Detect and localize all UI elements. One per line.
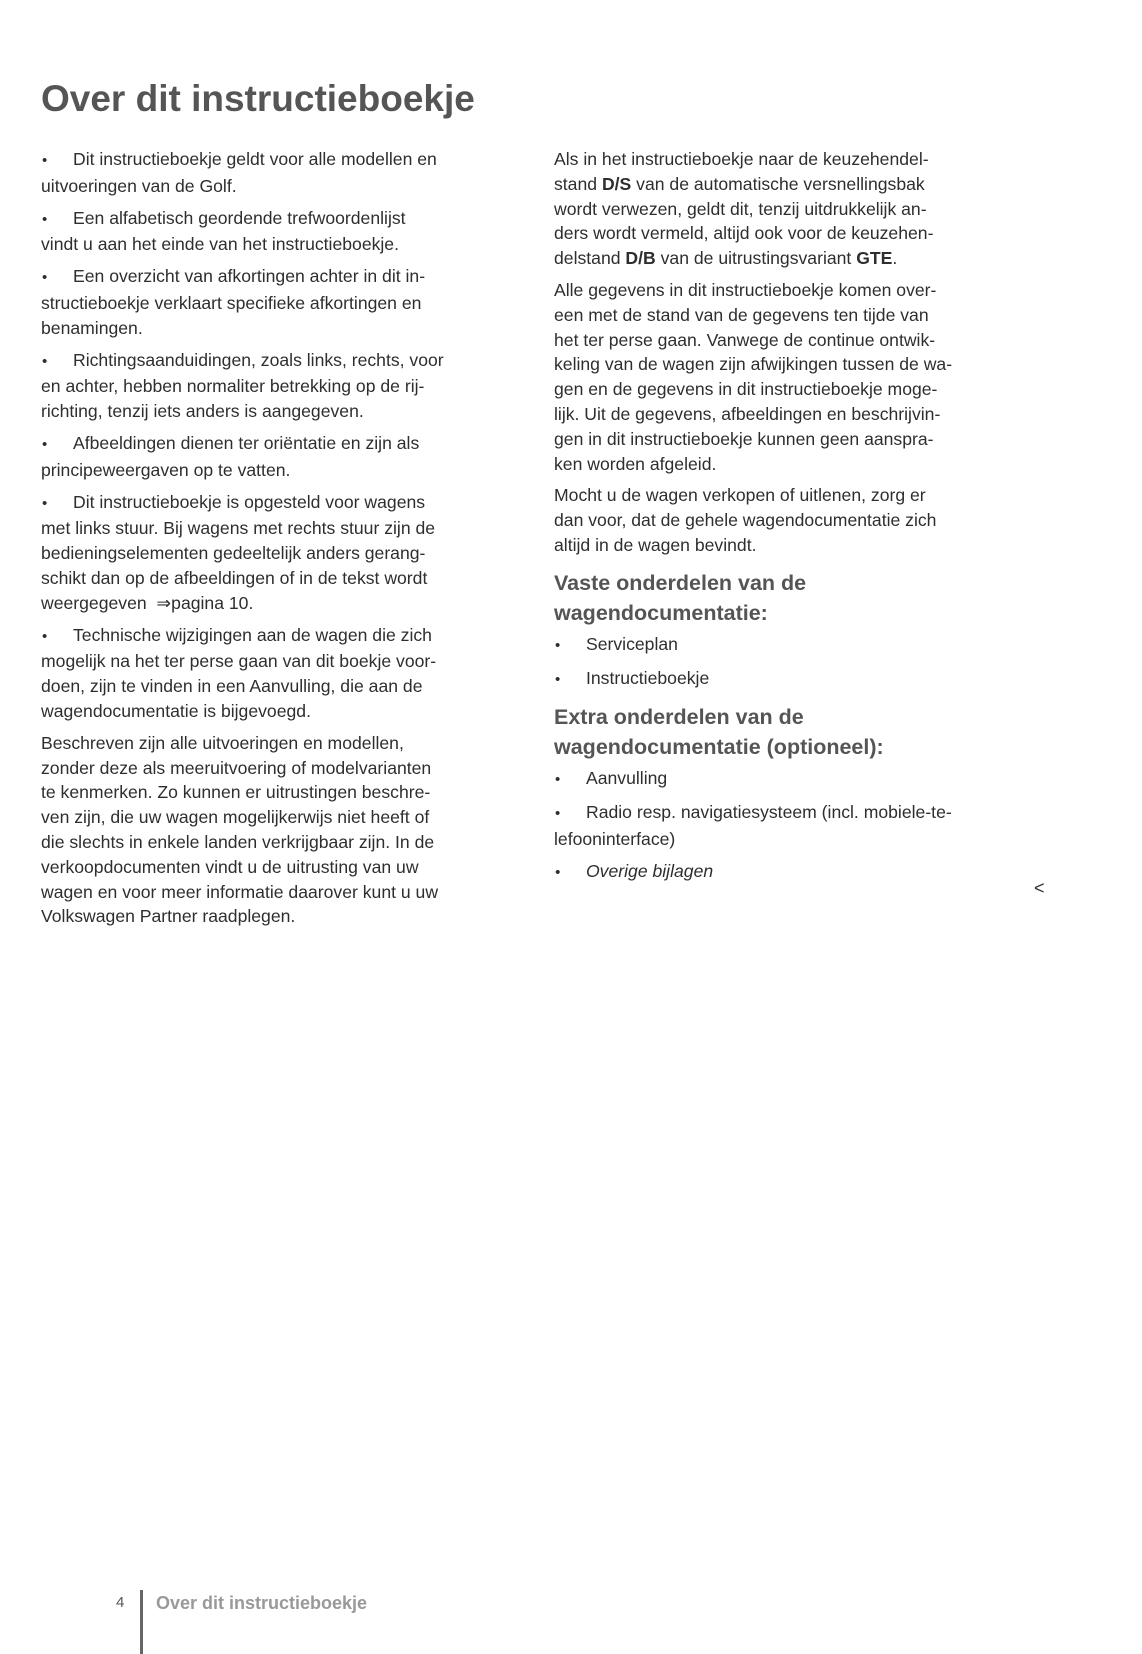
text-line <box>41 756 521 781</box>
text-segment: Richtingsaanduidingen, zoals links, rechts, voor <box>73 349 444 370</box>
text-segment: Beschreven zijn alle uitvoeringen en modellen, <box>41 732 404 753</box>
text-line <box>41 458 521 483</box>
text-line <box>41 855 521 880</box>
text-segment: uitvoeringen van de Golf. <box>41 175 237 196</box>
section-heading <box>554 702 1054 762</box>
text-segment: wagendocumentatie: <box>554 600 768 625</box>
bullet-icon: • <box>555 670 561 688</box>
bullet-icon: • <box>42 494 48 512</box>
text-segment: van de automatische versnellingsbak <box>631 173 925 194</box>
text-line <box>41 490 521 517</box>
bullet-icon: • <box>42 352 48 370</box>
bullet-item <box>41 206 521 258</box>
text-segment: Instructieboekje <box>586 667 710 688</box>
bullet-icon: • <box>42 435 48 453</box>
bullet-icon: • <box>555 636 561 654</box>
text-line <box>554 427 1054 452</box>
text-line <box>41 649 521 674</box>
bullet-item <box>554 632 1054 659</box>
paragraph <box>554 147 1054 271</box>
bold-term: GTE <box>856 248 893 269</box>
page-number: 4 <box>116 1594 125 1611</box>
text-segment: Dit instructieboekje geldt voor alle modellen en <box>73 149 437 169</box>
text-segment: Radio resp. navigatiesysteem (incl. mobiele-te- <box>586 802 952 823</box>
text-segment: Mocht u de wagen verkopen of uitlenen, zorg er <box>554 485 926 506</box>
text-line <box>554 533 1054 558</box>
text-line <box>41 904 521 929</box>
text-segment: dan voor, dat de gehele wagendocumentatie zich <box>554 510 937 531</box>
text-segment: keling van de wagen zijn afwijkingen tussen de wa- <box>554 354 953 375</box>
bullet-icon: • <box>555 863 561 881</box>
text-line <box>554 303 1054 328</box>
text-segment: ven zijn, die uw wagen mogelijkerwijs niet heeft of <box>41 807 430 828</box>
text-segment: schikt dan op de afbeeldingen of in de tekst wordt <box>41 567 428 588</box>
text-segment: Overige bijlagen <box>586 860 714 881</box>
text-segment: wagendocumentatie (optioneel): <box>554 735 884 760</box>
text-segment: van de uitrustingsvariant <box>655 248 857 269</box>
text-segment: wagendocumentatie is bijgevoegd. <box>41 700 311 721</box>
text-segment: en achter, hebben normaliter betrekking op de rij- <box>41 376 425 397</box>
bullet-item <box>41 623 521 724</box>
text-segment: verkoopdocumenten vindt u de uitrusting van uw <box>41 856 419 877</box>
text-line <box>41 206 521 233</box>
text-line <box>554 483 1054 508</box>
text-line <box>554 377 1054 402</box>
bullet-icon: • <box>42 152 48 169</box>
text-segment: bedieningselementen gedeeltelijk anders gerang- <box>41 543 426 564</box>
text-line <box>554 766 1054 793</box>
text-segment: principeweergaven op te vatten. <box>41 459 291 480</box>
text-line <box>41 316 521 341</box>
text-line <box>554 172 1054 197</box>
footer-divider <box>140 1590 143 1654</box>
text-segment: lijk. Uit de gegevens, afbeeldingen en beschrijvin- <box>554 403 941 424</box>
text-line <box>554 632 1054 659</box>
text-segment: Technische wijzigingen aan de wagen die zich <box>73 624 432 645</box>
text-line <box>554 278 1054 303</box>
text-line <box>41 591 521 616</box>
text-line <box>41 174 521 199</box>
text-line <box>554 508 1054 533</box>
bullet-item <box>554 859 1054 886</box>
text-segment: Extra onderdelen van de <box>554 705 804 730</box>
text-segment: zonder deze als meeruitvoering of modelvarianten <box>41 757 432 778</box>
text-segment: delstand <box>554 248 626 269</box>
text-segment: . <box>892 248 898 269</box>
bullet-icon: • <box>42 627 48 645</box>
text-segment: gen in dit instructieboekje kunnen geen aanspra- <box>554 428 934 449</box>
text-segment: stand <box>554 173 602 194</box>
text-line <box>554 732 1054 762</box>
text-segment: mogelijk na het ter perse gaan van dit boekje voor- <box>41 651 437 672</box>
bullet-item <box>41 431 521 483</box>
text-line <box>41 348 521 375</box>
bullet-icon: • <box>42 210 48 228</box>
bullet-icon: • <box>42 269 48 287</box>
text-line <box>41 516 521 541</box>
text-line <box>554 666 1054 693</box>
text-segment: Dit instructieboekje is opgesteld voor wagens <box>73 491 426 512</box>
bullet-item <box>41 147 521 199</box>
text-line <box>554 402 1054 427</box>
text-line <box>41 731 521 756</box>
right-column <box>554 147 1054 893</box>
bullet-icon: • <box>555 805 561 823</box>
text-line <box>41 431 521 458</box>
text-segment: vindt u aan het einde van het instructieboekje. <box>41 234 399 255</box>
text-segment: doen, zijn te vinden in een Aanvulling, die aan de <box>41 676 423 697</box>
bullet-item <box>41 490 521 616</box>
left-column <box>41 147 521 936</box>
text-segment: een met de stand van de gegevens ten tijde van <box>554 304 929 325</box>
text-segment: te kenmerken. Zo kunnen er uitrustingen beschre- <box>41 782 431 803</box>
text-segment: Alle gegevens in dit instructieboekje komen over- <box>554 279 937 300</box>
text-segment: wagen en voor meer informatie daarover kunt u uw <box>41 881 439 902</box>
text-segment: weergegeven ⇒pagina 10. <box>41 592 254 613</box>
text-segment: ders wordt vermeld, altijd ook voor de keuzehen- <box>554 223 934 244</box>
text-line <box>41 147 521 174</box>
paragraph <box>41 731 521 929</box>
text-line <box>554 800 1054 827</box>
text-segment: gen en de gegevens in dit instructieboekje moge- <box>554 379 938 400</box>
bullet-item <box>554 766 1054 793</box>
text-segment: structieboekje verklaart specifieke afkortingen en <box>41 292 422 313</box>
text-line <box>41 880 521 905</box>
section-heading <box>554 568 1054 628</box>
text-line <box>41 232 521 257</box>
footer-section-title: Over dit instructieboekje <box>156 1593 368 1613</box>
text-line <box>41 674 521 699</box>
page-title: Over dit instructieboekje <box>41 78 475 119</box>
bold-term: D/S <box>601 173 632 194</box>
text-line <box>41 780 521 805</box>
text-segment: Volkswagen Partner raadplegen. <box>41 906 296 927</box>
text-line <box>554 221 1054 246</box>
paragraph <box>554 278 1054 476</box>
text-segment: Afbeeldingen dienen ter oriëntatie en zijn als <box>73 432 420 453</box>
text-segment: lefooninterface) <box>554 828 676 849</box>
text-segment: wordt verwezen, geldt dit, tenzij uitdrukkelijk an- <box>554 198 927 219</box>
paragraph <box>554 483 1054 557</box>
text-line <box>554 702 1054 732</box>
text-line <box>554 568 1054 598</box>
text-line <box>554 147 1054 172</box>
text-segment: Een alfabetisch geordende trefwoordenlijst <box>73 207 406 228</box>
text-segment: met links stuur. Bij wagens met rechts stuur zijn de <box>41 518 436 539</box>
text-segment: Een overzicht van afkortingen achter in dit in- <box>73 266 426 287</box>
text-line <box>41 264 521 291</box>
text-segment: altijd in de wagen bevindt. <box>554 534 757 555</box>
text-line <box>554 246 1054 271</box>
text-line <box>41 830 521 855</box>
text-segment: Vaste onderdelen van de <box>554 570 807 595</box>
bullet-item <box>41 264 521 340</box>
text-line <box>554 859 1054 886</box>
section-end-mark: < <box>1034 878 1045 898</box>
text-line <box>41 805 521 830</box>
text-line <box>41 699 521 724</box>
text-line <box>554 352 1054 377</box>
text-line <box>554 452 1054 477</box>
text-line <box>41 399 521 424</box>
text-segment: richting, tenzij iets anders is aangegeven. <box>41 401 364 422</box>
text-line <box>554 827 1054 852</box>
text-line <box>554 197 1054 222</box>
text-segment: die slechts in enkele landen verkrijgbaar zijn. In de <box>41 831 435 852</box>
text-segment: ken worden afgeleid. <box>554 453 717 474</box>
text-line <box>41 291 521 316</box>
text-segment: benamingen. <box>41 317 143 338</box>
text-segment: Aanvulling <box>586 768 668 789</box>
text-segment: Als in het instructieboekje naar de keuzehendel- <box>554 149 929 169</box>
text-line <box>41 541 521 566</box>
text-segment: het ter perse gaan. Vanwege de continue ontwik- <box>554 329 936 350</box>
bullet-item <box>41 348 521 424</box>
text-line <box>41 623 521 650</box>
text-line <box>41 566 521 591</box>
text-line <box>554 328 1054 353</box>
bullet-item <box>554 800 1054 852</box>
bullet-item <box>554 666 1054 693</box>
text-segment: Serviceplan <box>586 633 678 654</box>
bold-term: D/B <box>625 248 656 269</box>
text-line <box>554 598 1054 628</box>
text-line <box>41 374 521 399</box>
bullet-icon: • <box>555 771 561 789</box>
